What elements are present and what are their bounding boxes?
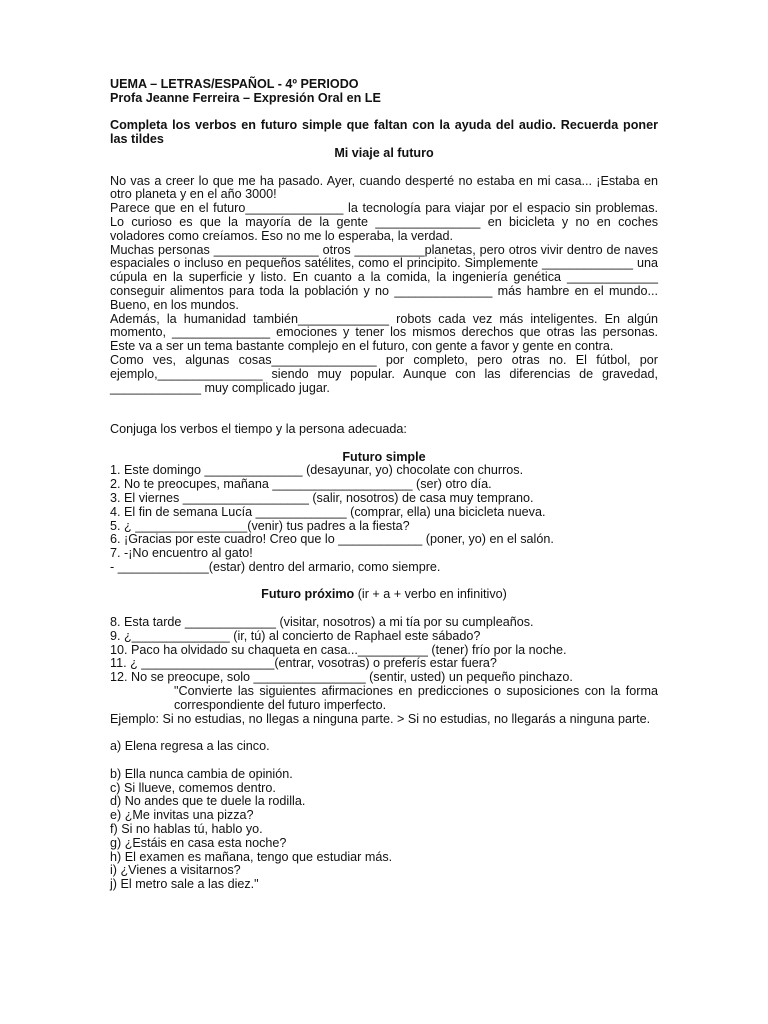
story-title: Mi viaje al futuro [334, 145, 434, 160]
convierte-item: i) ¿Vienes a visitarnos? [110, 863, 241, 878]
story-paragraph: Además, la humanidad también_____________ robots cada vez más inteligentes. En algún momento, ______________ emociones y tener los mismos derechos que otras las personas. Este va a ser un tema bastante complejo en el futuro, con gente a favor y gente en contra. [110, 311, 658, 354]
exercise-item: 1. Este domingo ______________ (desayunar, yo) chocolate con churros. [110, 463, 524, 478]
exercise-item: 9. ¿______________ (ir, tú) al concierto de Raphael este sábado? [110, 628, 481, 643]
exercise-item: 11. ¿ ___________________(entrar, vosotras) o preferís estar fuera? [110, 656, 497, 671]
exercise-item: - _____________(estar) dentro del armario, como siempre. [110, 559, 441, 574]
exercise-item: 10. Paco ha olvidado su chaqueta en casa...__________ (tener) frío por la noche. [110, 642, 567, 657]
exercise-item: 7. -¡No encuentro al gato! [110, 546, 253, 561]
futuro-simple-title: Futuro simple [342, 449, 426, 464]
convierte-item: g) ¿Estáis en casa esta noche? [110, 835, 287, 850]
exercise-item: 2. No te preocupes, mañana ____________________ (ser) otro día. [110, 477, 492, 492]
convierte-item: b) Ella nunca cambia de opinión. [110, 766, 293, 781]
conjuga-instruction: Conjuga los verbos el tiempo y la persona adecuada: [110, 421, 407, 436]
convierte-item: c) Si llueve, comemos dentro. [110, 780, 276, 795]
header-line-1: UEMA – LETRAS/ESPAÑOL - 4º PERIODO [110, 77, 359, 91]
instructions: Completa los verbos en futuro simple que faltan con la ayuda del audio. Recuerda poner las tildes [110, 118, 658, 147]
convierte-item: e) ¿Me invitas una pizza? [110, 808, 254, 823]
exercise-item: 12. No se preocupe, solo ________________ (sentir, usted) un pequeño pinchazo. [110, 670, 573, 685]
convierte-item: a) Elena regresa a las cinco. [110, 739, 270, 754]
convierte-item: h) El examen es mañana, tengo que estudiar más. [110, 849, 393, 864]
convierte-instruction: "Convierte las siguientes afirmaciones en predicciones o suposiciones con la forma correspondiente del futuro imperfecto. [174, 684, 658, 712]
exercise-item: 5. ¿ ________________(venir) tus padres a la fiesta? [110, 518, 410, 533]
story-paragraph: Muchas personas _______________ otros __________planetas, pero otros vivir dentro de naves espaciales o incluso en pequeños satélites, como el principito. Simplemente _____________ una cúpula en la superficie y listo. En cuanto a la comida, la ingeniería genética _____________ conseguir alimentos para toda la población y no ______________ más hambre en el mundo... Bueno, en los mundos. [110, 242, 658, 312]
story-paragraph: Como ves, algunas cosas_______________ por completo, pero otras no. El fútbol, por ejemplo,_______________ siendo muy popular. Aunque con las diferencias de gravedad, _____________ muy complicado jugar. [110, 352, 658, 395]
convierte-item: f) Si no hablas tú, hablo yo. [110, 822, 263, 837]
exercise-item: 3. El viernes __________________ (salir, nosotros) de casa muy temprano. [110, 490, 534, 505]
convierte-item: d) No andes que te duele la rodilla. [110, 794, 306, 809]
futuro-proximo-title [110, 588, 658, 602]
futuro-proximo-title-rest: (ir + a + verbo en infinitivo) [354, 587, 507, 602]
exercise-item: 4. El fin de semana Lucía _____________ (comprar, ella) una bicicleta nueva. [110, 504, 546, 519]
worksheet-page [110, 78, 658, 892]
convierte-item: j) El metro sale a las diez." [110, 877, 259, 892]
exercise-item: 6. ¡Gracias por este cuadro! Creo que lo ____________ (poner, yo) en el salón. [110, 532, 554, 547]
convierte-example: Ejemplo: Si no estudias, no llegas a ninguna parte. > Si no estudias, no llegarás a ninguna parte. [110, 711, 651, 726]
futuro-proximo-title-bold: Futuro próximo [261, 587, 355, 602]
exercise-item: 8. Esta tarde _____________ (visitar, nosotros) a mi tía por su cumpleaños. [110, 615, 534, 630]
header-line-2: Profa Jeanne Ferreira – Expresión Oral en LE [110, 90, 381, 105]
story-paragraph: No vas a creer lo que me ha pasado. Ayer, cuando desperté no estaba en mi casa... ¡Estaba en otro planeta y en el año 3000! [110, 173, 658, 202]
story-paragraph: Parece que en el futuro______________ la tecnología para viajar por el espacio sin problemas. Lo curioso es que la mayoría de la gente _______________ en bicicleta y no en coches voladores como creíamos. Eso no me lo esperaba, la verdad. [110, 201, 658, 243]
